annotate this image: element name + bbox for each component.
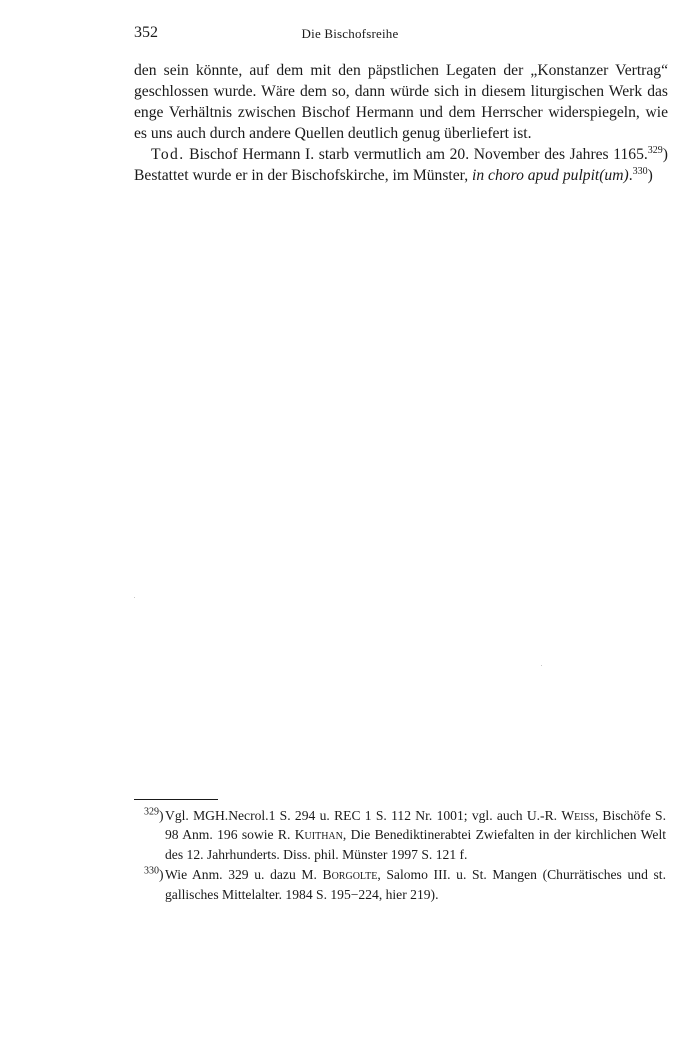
footnote-330 xyxy=(134,865,666,904)
footnote-text: , Bischöfe S. 98 Anm. 196 sowie R. xyxy=(165,808,666,843)
footnote-rule xyxy=(134,799,218,800)
footnote-marker: $^{330}$) xyxy=(144,865,164,883)
paragraph-text: Bestattet wurde er in der Bischofskirche, im Münster, xyxy=(134,167,473,184)
footnote-ref-329[interactable]: 329 xyxy=(647,144,663,156)
paragraph-text: Bischof Hermann I. starb vermutlich am 20. November des Jahres 1165. xyxy=(184,146,648,163)
footnote-ref-330[interactable]: 330 xyxy=(632,165,648,177)
footnote-text: , Die Benediktinerabtei Zwiefalten in der kirchlichen Welt des 12. Jahrhunderts. Diss. phil. Münster 1997 S. 121 f. xyxy=(165,827,666,862)
paragraph-continuation: den sein könnte, auf dem mit den päpstlichen Legaten der „Konstanzer Vertrag“ geschlossen wurde. Wäre dem so, dann würde sich in diesem liturgischen Werk das enge Verhältnis zwischen Bischof Hermann und dem Herrscher widerspiegeln, wie es uns auch durch andere Quellen deutlich genug überliefert ist. xyxy=(134,62,668,142)
footnote-329 xyxy=(134,806,666,864)
scan-speck xyxy=(541,665,542,666)
footnote-ref-paren: ) xyxy=(662,146,668,163)
footnote-marker: $^{329}$) xyxy=(144,806,164,823)
author-name: Weiss xyxy=(561,808,595,823)
footnote-text: Vgl. MGH.Necrol.1 S. 294 u. REC 1 S. 112 Nr. 1001; vgl. auch U.-R. xyxy=(165,808,562,823)
footnote-ref-paren: ) xyxy=(647,167,653,184)
footnote-text: Wie Anm. 329 u. dazu M. xyxy=(165,867,323,883)
main-text xyxy=(134,60,668,186)
latin-quote: in choro apud pulpit(um) xyxy=(472,167,629,184)
paragraph-text: . xyxy=(628,167,633,184)
page-number: 352 xyxy=(134,24,158,41)
scan-speck xyxy=(134,597,135,598)
footnotes xyxy=(134,806,666,905)
paragraph-tod xyxy=(134,144,668,186)
running-head: Die Bischofsreihe xyxy=(301,26,399,41)
footnote-text: , Salomo III. u. St. Mangen (Churrätisches und st. gallisches Mittelalter. 1984 S. 195−224, hier 219). xyxy=(165,867,666,902)
section-heading-tod: Tod. xyxy=(151,146,185,163)
author-name: Borgolte xyxy=(322,867,378,883)
author-name: Kuithan xyxy=(294,827,343,843)
